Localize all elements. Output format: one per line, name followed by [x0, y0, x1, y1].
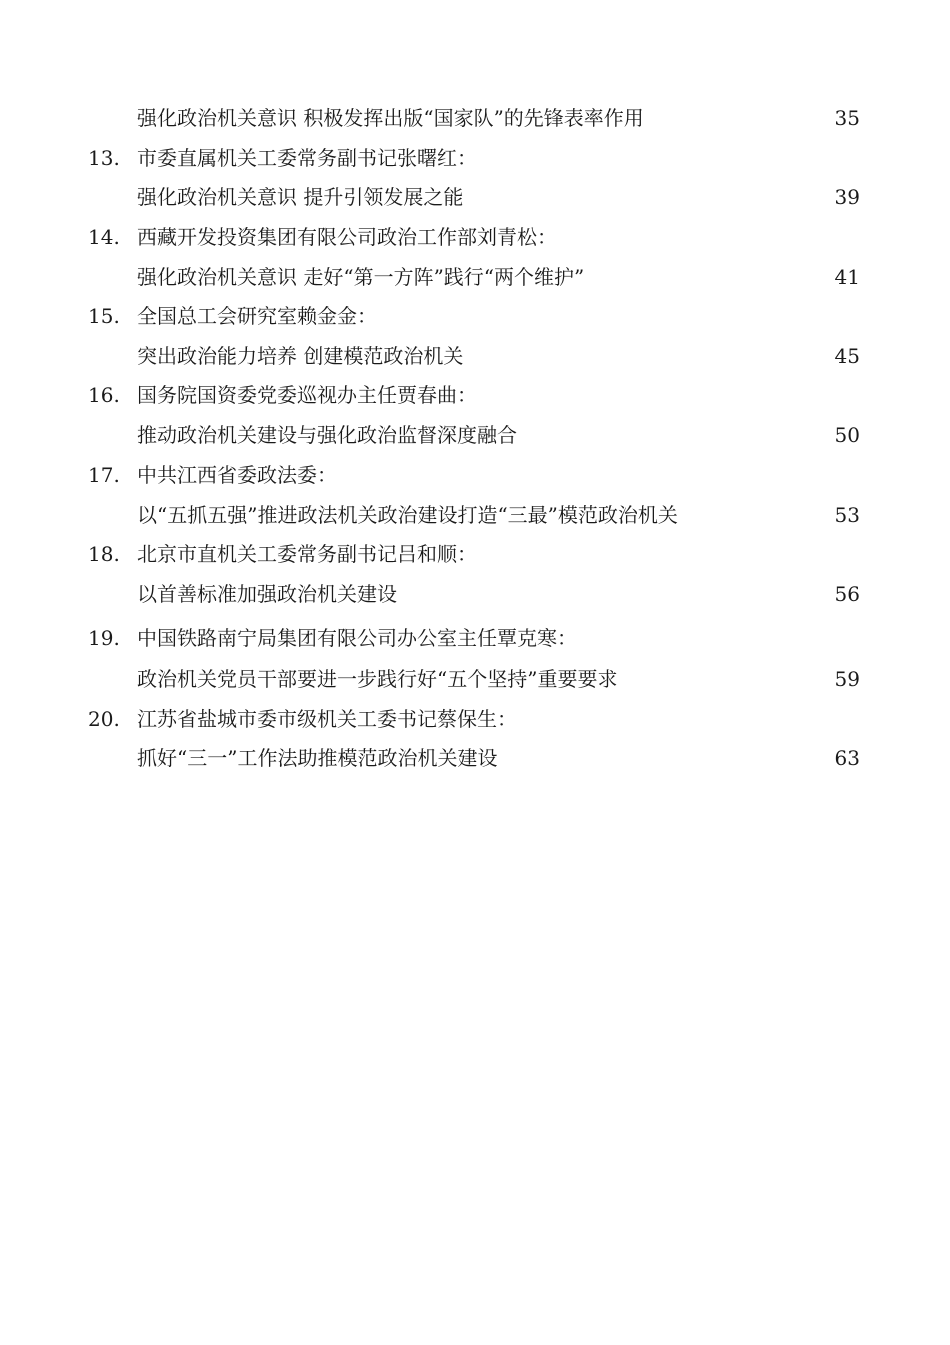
toc-entry-title: 突出政治能力培养 创建模范政治机关 [137, 344, 464, 368]
toc-page-number: 39 [834, 185, 860, 209]
toc-heading-line [0, 222, 950, 252]
toc-title-line [0, 182, 950, 212]
toc-title-line [0, 664, 950, 694]
toc-title-line [0, 500, 950, 530]
toc-entry-number: 13. [88, 146, 120, 170]
toc-title-line [0, 262, 950, 292]
toc-page-number: 41 [834, 265, 860, 289]
toc-heading-line [0, 143, 950, 173]
toc-heading-line [0, 460, 950, 490]
toc-entry-title: 以首善标准加强政治机关建设 [137, 582, 397, 606]
toc-entry-heading: 市委直属机关工委常务副书记张曙红： [137, 146, 477, 170]
toc-entry-number: 15. [88, 304, 120, 328]
toc-heading-line [0, 623, 950, 653]
toc-title-line [0, 341, 950, 371]
toc-entry-title: 强化政治机关意识 积极发挥出版“国家队”的先锋表率作用 [137, 106, 644, 130]
toc-title-line [0, 579, 950, 609]
toc-entry-number: 16. [88, 383, 120, 407]
toc-title-line [0, 743, 950, 773]
toc-page-number: 59 [834, 667, 860, 691]
toc-entry-heading: 中共江西省委政法委： [137, 463, 337, 487]
toc-heading-line [0, 704, 950, 734]
toc-page-number: 63 [834, 746, 860, 770]
toc-page-number: 56 [834, 582, 860, 606]
toc-entry-heading: 全国总工会研究室赖金金： [137, 304, 377, 328]
toc-entry-number: 18. [88, 542, 120, 566]
toc-entry-heading: 西藏开发投资集团有限公司政治工作部刘青松： [137, 225, 557, 249]
toc-page-number: 53 [834, 503, 860, 527]
toc-heading-line [0, 380, 950, 410]
toc-entry-title: 抓好“三一”工作法助推模范政治机关建设 [137, 746, 498, 770]
toc-heading-line [0, 301, 950, 331]
toc-entry-title: 强化政治机关意识 走好“第一方阵”践行“两个维护” [137, 265, 585, 289]
toc-entry-number: 17. [88, 463, 120, 487]
toc-entry-heading: 国务院国资委党委巡视办主任贾春曲： [137, 383, 477, 407]
toc-entry-title: 以“五抓五强”推进政法机关政治建设打造“三最”模范政治机关 [137, 503, 678, 527]
toc-entry-heading: 江苏省盐城市委市级机关工委书记蔡保生： [137, 707, 517, 731]
toc-entry-title: 推动政治机关建设与强化政治监督深度融合 [137, 423, 517, 447]
toc-entry-heading: 中国铁路南宁局集团有限公司办公室主任覃克寒： [137, 626, 577, 650]
toc-entry-number: 14. [88, 225, 120, 249]
toc-page-number: 50 [834, 423, 860, 447]
toc-entry-number: 20. [88, 707, 120, 731]
toc-entry-title: 强化政治机关意识 提升引领发展之能 [137, 185, 464, 209]
toc-heading-line [0, 539, 950, 569]
toc-entry-heading: 北京市直机关工委常务副书记吕和顺： [137, 542, 477, 566]
toc-title-line [0, 420, 950, 450]
toc-page-number: 35 [834, 106, 860, 130]
toc-entry-title: 政治机关党员干部要进一步践行好“五个坚持”重要要求 [137, 667, 618, 691]
toc-title-line [0, 103, 950, 133]
toc-entry-number: 19. [88, 626, 120, 650]
toc-page-number: 45 [834, 344, 860, 368]
